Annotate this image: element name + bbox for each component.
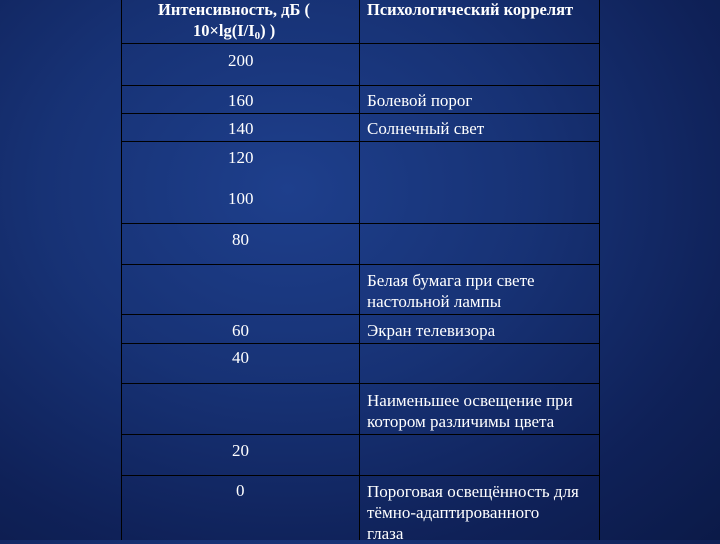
grid-hline xyxy=(121,85,600,86)
header-formula-main: 10×lg(I/I xyxy=(193,21,255,40)
correlate-dark-threshold-line1: Пороговая освещённость для xyxy=(367,482,579,501)
grid-hline xyxy=(121,314,600,315)
grid-hline xyxy=(121,343,600,344)
correlate-tv-screen: Экран телевизора xyxy=(367,321,496,340)
intensity-140: 140 xyxy=(228,119,254,138)
grid-hline xyxy=(121,383,600,384)
grid-hline xyxy=(121,434,600,435)
header-formula-subscript: 0 xyxy=(254,30,261,42)
header-intensity-line1: Интенсивность, дБ ( xyxy=(158,0,311,19)
intensity-120: 120 xyxy=(228,148,254,167)
intensity-20: 20 xyxy=(232,441,249,460)
correlate-white-paper-line1: Белая бумага при свете xyxy=(367,271,535,290)
correlate-color-vision-line2: котором различимы цвета xyxy=(367,412,555,431)
grid-hline xyxy=(121,113,600,114)
intensity-80: 80 xyxy=(232,230,249,249)
grid-vline-left xyxy=(121,0,122,540)
correlate-color-vision-line1: Наименьшее освещение при xyxy=(367,391,573,410)
correlate-dark-threshold-line3: глаза xyxy=(367,524,404,543)
intensity-100: 100 xyxy=(228,189,254,208)
correlate-white-paper-line2: настольной лампы xyxy=(367,292,502,311)
intensity-40: 40 xyxy=(232,348,249,367)
grid-hline xyxy=(121,223,600,224)
grid-hline xyxy=(121,264,600,265)
grid-hline xyxy=(121,43,600,44)
intensity-200: 200 xyxy=(228,51,254,70)
header-formula-close: ) ) xyxy=(260,21,276,40)
grid-vline-middle xyxy=(359,0,360,540)
header-correlate: Психологический коррелят xyxy=(367,0,574,19)
intensity-60: 60 xyxy=(232,321,249,340)
intensity-160: 160 xyxy=(228,91,254,110)
grid-hline xyxy=(121,141,600,142)
intensity-0: 0 xyxy=(236,481,245,500)
grid-vline-right xyxy=(599,0,600,540)
grid-hline xyxy=(121,475,600,476)
correlate-pain-threshold: Болевой порог xyxy=(367,91,473,110)
correlate-sunlight: Солнечный свет xyxy=(367,119,485,138)
correlate-dark-threshold-line2: тёмно-адаптированного xyxy=(367,503,540,522)
header-intensity-line2 xyxy=(193,20,275,41)
